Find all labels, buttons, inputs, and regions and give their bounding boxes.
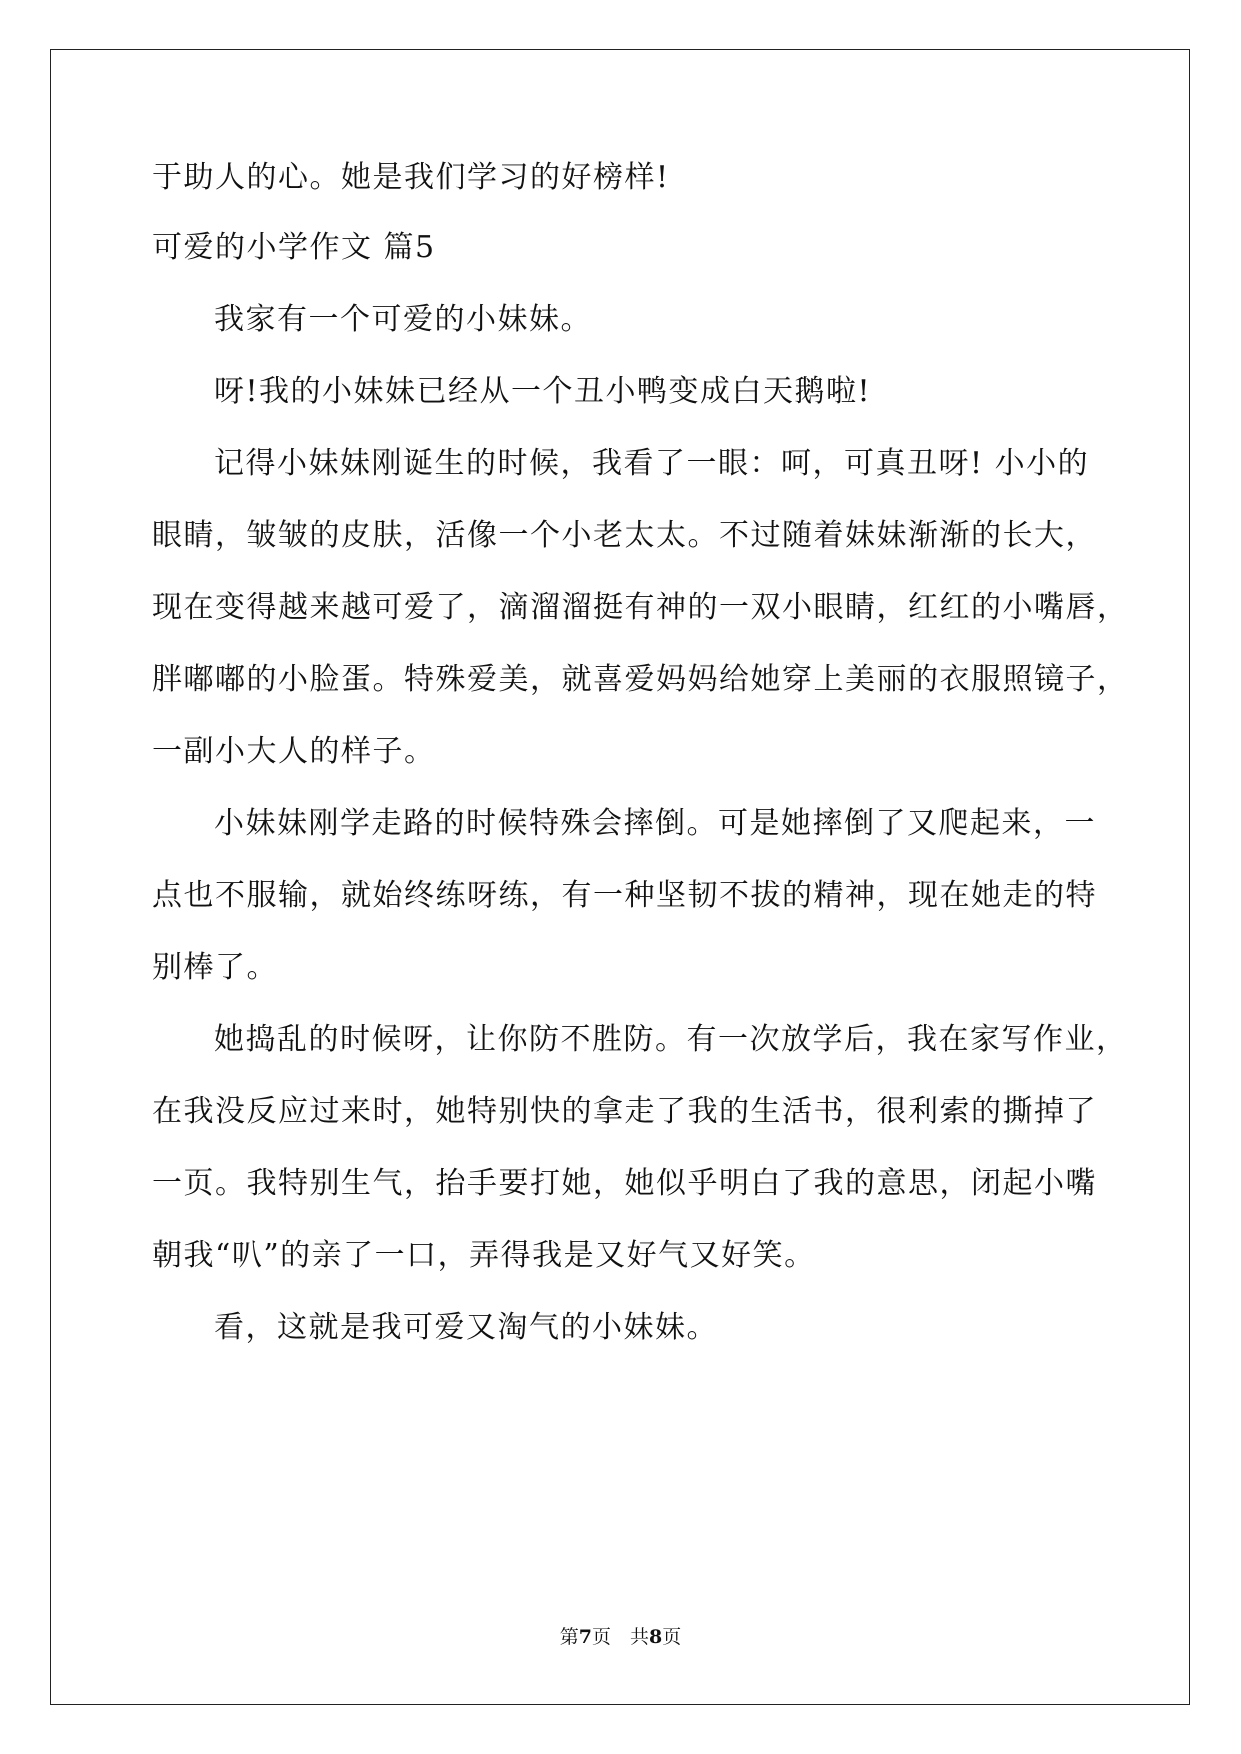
- text-line: 现在变得越来越可爱了，滴溜溜挺有神的一双小眼睛，红红的小嘴唇，: [152, 590, 1129, 625]
- page-footer: [0, 1624, 1241, 1650]
- text-line: 于助人的心。她是我们学习的好榜样!: [152, 160, 670, 195]
- text-line: 胖嘟嘟的小脸蛋。特殊爱美，就喜爱妈妈给她穿上美丽的衣服照镜子，: [152, 662, 1129, 697]
- text-line: 看，这就是我可爱又淘气的小妹妹。: [214, 1310, 718, 1345]
- page-total: 8: [649, 1626, 663, 1648]
- page-current: 7: [578, 1626, 592, 1648]
- page-suffix: 页: [662, 1626, 682, 1648]
- page-mid: 页 共: [591, 1626, 649, 1648]
- text-line: 一副小大人的样子。: [152, 734, 436, 769]
- page-prefix: 第: [559, 1626, 579, 1648]
- text-line: 我家有一个可爱的小妹妹。: [214, 302, 592, 337]
- text-line: 别棒了。: [152, 950, 278, 985]
- text-line: 在我没反应过来时，她特别快的拿走了我的生活书，很利索的撕掉了: [152, 1094, 1097, 1129]
- text-line: 小妹妹刚学走路的时候特殊会摔倒。可是她摔倒了又爬起来，一: [214, 806, 1096, 841]
- text-line: 一页。我特别生气，抬手要打她，她似乎明白了我的意思，闭起小嘴: [152, 1166, 1097, 1201]
- section-heading: 可爱的小学作文 篇5: [152, 230, 436, 265]
- text-line: 呀!我的小妹妹已经从一个丑小鸭变成白天鹅啦!: [214, 374, 872, 409]
- text-line: 点也不服输，就始终练呀练，有一种坚韧不拔的精神，现在她走的特: [152, 878, 1097, 913]
- text-line: 眼睛，皱皱的皮肤，活像一个小老太太。不过随着妹妹渐渐的长大，: [152, 518, 1097, 553]
- text-line: 记得小妹妹刚诞生的时候，我看了一眼：呵，可真丑呀! 小小的: [214, 446, 1090, 481]
- text-line: 她捣乱的时候呀，让你防不胜防。有一次放学后，我在家写作业，: [214, 1022, 1128, 1057]
- text-line: 朝我“叭”的亲了一口，弄得我是又好气又好笑。: [152, 1238, 816, 1273]
